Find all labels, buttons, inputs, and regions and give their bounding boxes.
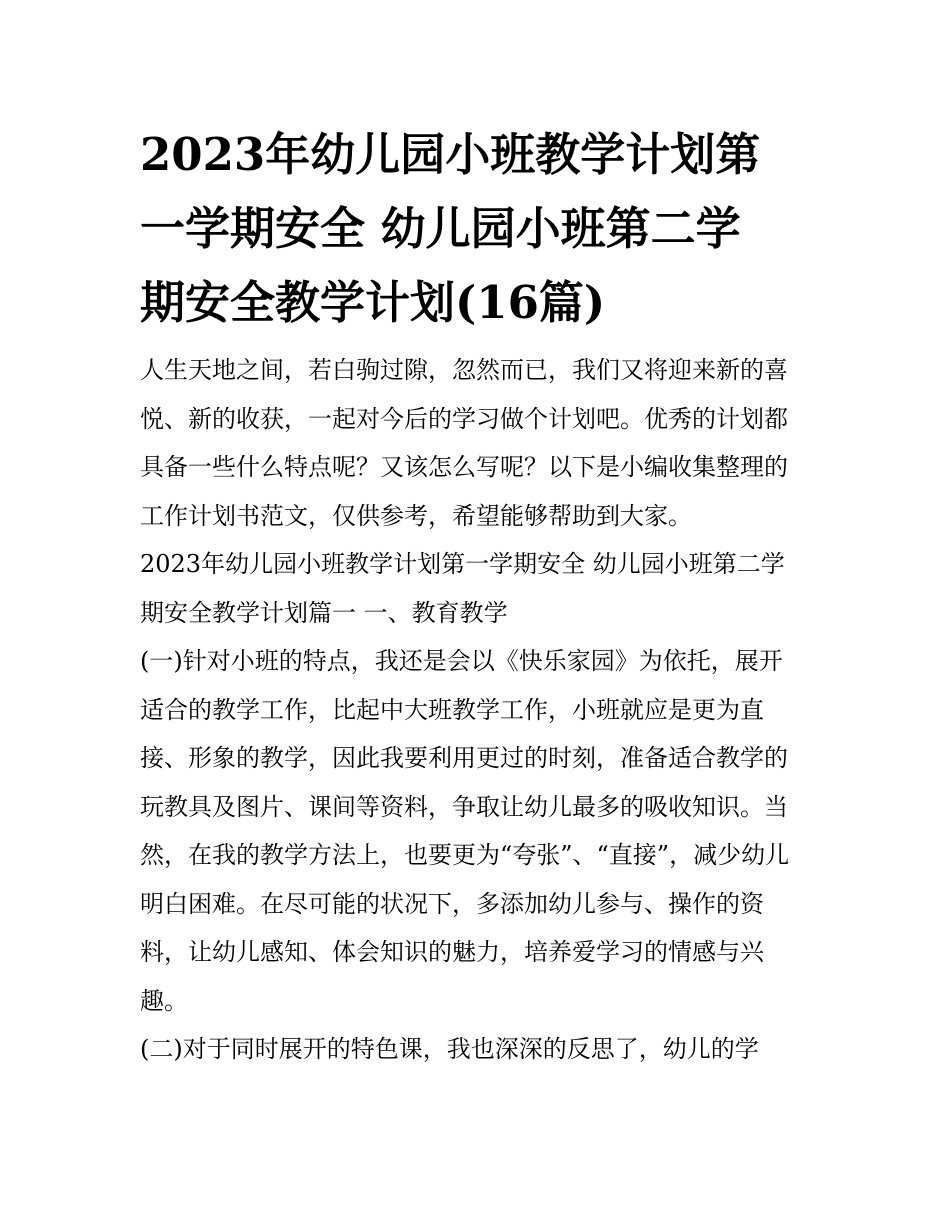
text-line: 工作计划书范文，仅供参考，希望能够帮助到大家。	[140, 501, 692, 530]
text-line: (二)对于同时展开的特色课，我也深深的反思了，幼儿的学	[140, 1035, 759, 1063]
title-line: 期安全教学计划(16篇)	[140, 276, 606, 329]
text-line: 趣。	[140, 986, 188, 1015]
text-line: 期安全教学计划篇一 一、教育教学	[140, 598, 508, 627]
paragraph-two	[140, 1025, 820, 1074]
text-line: 明白困难。在尽可能的状况下，多添加幼儿参与、操作的资	[140, 889, 764, 918]
text-line: 料，让幼儿感知、体会知识的魅力，培养爱学习的情感与兴	[140, 938, 764, 966]
text-line: 接、形象的教学，因此我要利用更过的时刻，准备适合教学的	[140, 744, 788, 772]
text-line: 适合的教学工作，比起中大班教学工作，小班就应是更为直	[140, 695, 764, 724]
document-page	[140, 118, 820, 1074]
title-line: 2023年幼儿园小班教学计划第	[140, 128, 761, 181]
paragraph-one	[140, 637, 820, 1025]
intro-paragraph	[140, 346, 820, 540]
text-line: 2023年幼儿园小班教学计划第一学期安全 幼儿园小班第二学	[140, 550, 785, 578]
text-line: (一)针对小班的特点，我还是会以《快乐家园》为依托，展开	[140, 647, 783, 675]
title-line: 一学期安全 幼儿园小班第二学	[140, 202, 741, 255]
document-title	[140, 118, 820, 340]
section-heading	[140, 540, 820, 637]
text-line: 玩教具及图片、课间等资料，争取让幼儿最多的吸收知识。当	[140, 792, 788, 821]
text-line: 悦、新的收获，一起对今后的学习做个计划吧。优秀的计划都	[140, 404, 788, 433]
text-line: 人生天地之间，若白驹过隙，忽然而已，我们又将迎来新的喜	[140, 356, 788, 384]
text-line: 然，在我的教学方法上，也要更为“夸张”、“直接”，减少幼儿	[140, 841, 790, 869]
text-line: 具备一些什么特点呢？又该怎么写呢？以下是小编收集整理的	[140, 453, 788, 481]
document-body	[140, 346, 820, 1074]
